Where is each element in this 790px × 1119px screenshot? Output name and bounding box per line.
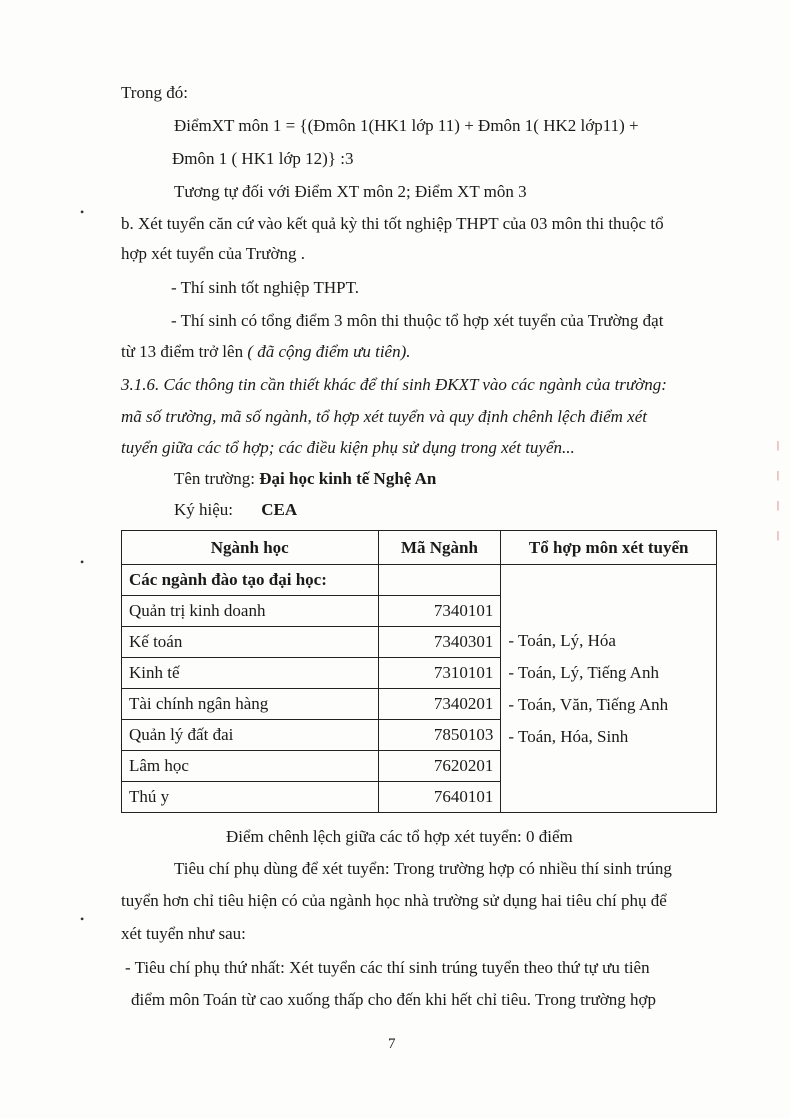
major-name: Tài chính ngân hàng <box>122 689 379 720</box>
section-b-line-2: hợp xét tuyển của Trường . <box>121 244 305 263</box>
condition-2-line-2 <box>121 341 411 363</box>
table-header-row <box>122 531 717 565</box>
major-name: Quản trị kinh doanh <box>122 596 379 627</box>
combination-item: - Toán, Lý, Hóa <box>508 630 616 650</box>
school-name: Đại học kinh tế Nghệ An <box>259 469 437 488</box>
scan-dot: • <box>80 912 85 926</box>
group-label: Các ngành đào tạo đại học: <box>122 565 379 596</box>
criteria-line-2: tuyển hơn chỉ tiêu hiện có của ngành học nhà trường sử dụng hai tiêu chí phụ để <box>121 891 667 910</box>
header-major: Ngành học <box>122 531 379 565</box>
scan-dot: • <box>80 555 85 569</box>
criteria-line-3: xét tuyển như sau: <box>121 924 246 943</box>
condition-2-text: từ 13 điểm trở lên <box>121 342 244 361</box>
trong-do-label: Trong đó: <box>121 83 188 102</box>
first-criterion-line-1: - Tiêu chí phụ thứ nhất: Xét tuyển các thí sinh trúng tuyển theo thứ tự ưu tiên <box>125 958 650 977</box>
group-code-empty <box>378 565 501 596</box>
majors-table <box>121 530 717 813</box>
code-label: Ký hiệu: <box>174 500 234 519</box>
first-criterion-line-2: điểm môn Toán từ cao xuống thấp cho đến khi hết chỉ tiêu. Trong trường hợp <box>131 990 657 1009</box>
major-code: 7340301 <box>378 627 501 658</box>
condition-1: - Thí sinh tốt nghiệp THPT. <box>171 278 359 297</box>
major-name: Lâm học <box>122 751 379 782</box>
major-code: 7340201 <box>378 689 501 720</box>
formula-line-1: ĐiểmXT môn 1 = {(Đmôn 1(HK1 lớp 11) + Đmôn 1( HK2 lớp11) + <box>174 116 639 135</box>
major-name: Kế toán <box>122 627 379 658</box>
school-label: Tên trường: <box>174 469 255 488</box>
section-316-line-2: mã số trường, mã số ngành, tổ hợp xét tuyển và quy định chênh lệch điểm xét <box>121 407 647 426</box>
combination-item: - Toán, Lý, Tiếng Anh <box>508 662 659 682</box>
header-code: Mã Ngành <box>378 531 501 565</box>
table-group-row <box>122 565 717 596</box>
header-combination: Tổ hợp môn xét tuyển <box>501 531 717 565</box>
condition-2-note: ( đã cộng điểm ưu tiên). <box>247 342 411 361</box>
formula-line-2: Đmôn 1 ( HK1 lớp 12)} :3 <box>172 149 354 168</box>
school-code-line <box>174 499 297 521</box>
major-name: Thú y <box>122 782 379 813</box>
major-code: 7620201 <box>378 751 501 782</box>
page-number: 7 <box>388 1036 396 1052</box>
major-code: 7340101 <box>378 596 501 627</box>
combination-item: - Toán, Văn, Tiếng Anh <box>508 694 669 714</box>
combination-item: - Toán, Hóa, Sinh <box>508 726 629 746</box>
criteria-line-1: Tiêu chí phụ dùng để xét tuyển: Trong trường hợp có nhiều thí sinh trúng <box>174 859 672 878</box>
section-316-line-1: 3.1.6. Các thông tin cần thiết khác để thí sinh ĐKXT vào các ngành của trường: <box>121 375 667 394</box>
score-difference-note: Điểm chênh lệch giữa các tổ hợp xét tuyển: 0 điểm <box>226 827 573 846</box>
code-value: CEA <box>261 500 298 519</box>
section-316-line-3: tuyển giữa các tổ hợp; các điều kiện phụ sử dụng trong xét tuyển... <box>121 438 575 457</box>
school-name-line <box>174 468 436 490</box>
major-name: Kinh tế <box>122 658 379 689</box>
condition-2-line-1: - Thí sinh có tổng điểm 3 môn thi thuộc tổ hợp xét tuyển của Trường đạt <box>171 311 664 330</box>
scan-dot: • <box>80 205 85 219</box>
major-code: 7850103 <box>378 720 501 751</box>
similar-note: Tương tự đối với Điểm XT môn 2; Điểm XT môn 3 <box>174 182 527 201</box>
major-code: 7640101 <box>378 782 501 813</box>
section-b-line-1: b. Xét tuyển căn cứ vào kết quả kỳ thi tốt nghiệp THPT của 03 môn thi thuộc tổ <box>121 214 664 233</box>
major-name: Quản lý đất đai <box>122 720 379 751</box>
margin-stamp-marks: | | | | <box>776 439 780 541</box>
combination-cell <box>501 565 717 813</box>
major-code: 7310101 <box>378 658 501 689</box>
